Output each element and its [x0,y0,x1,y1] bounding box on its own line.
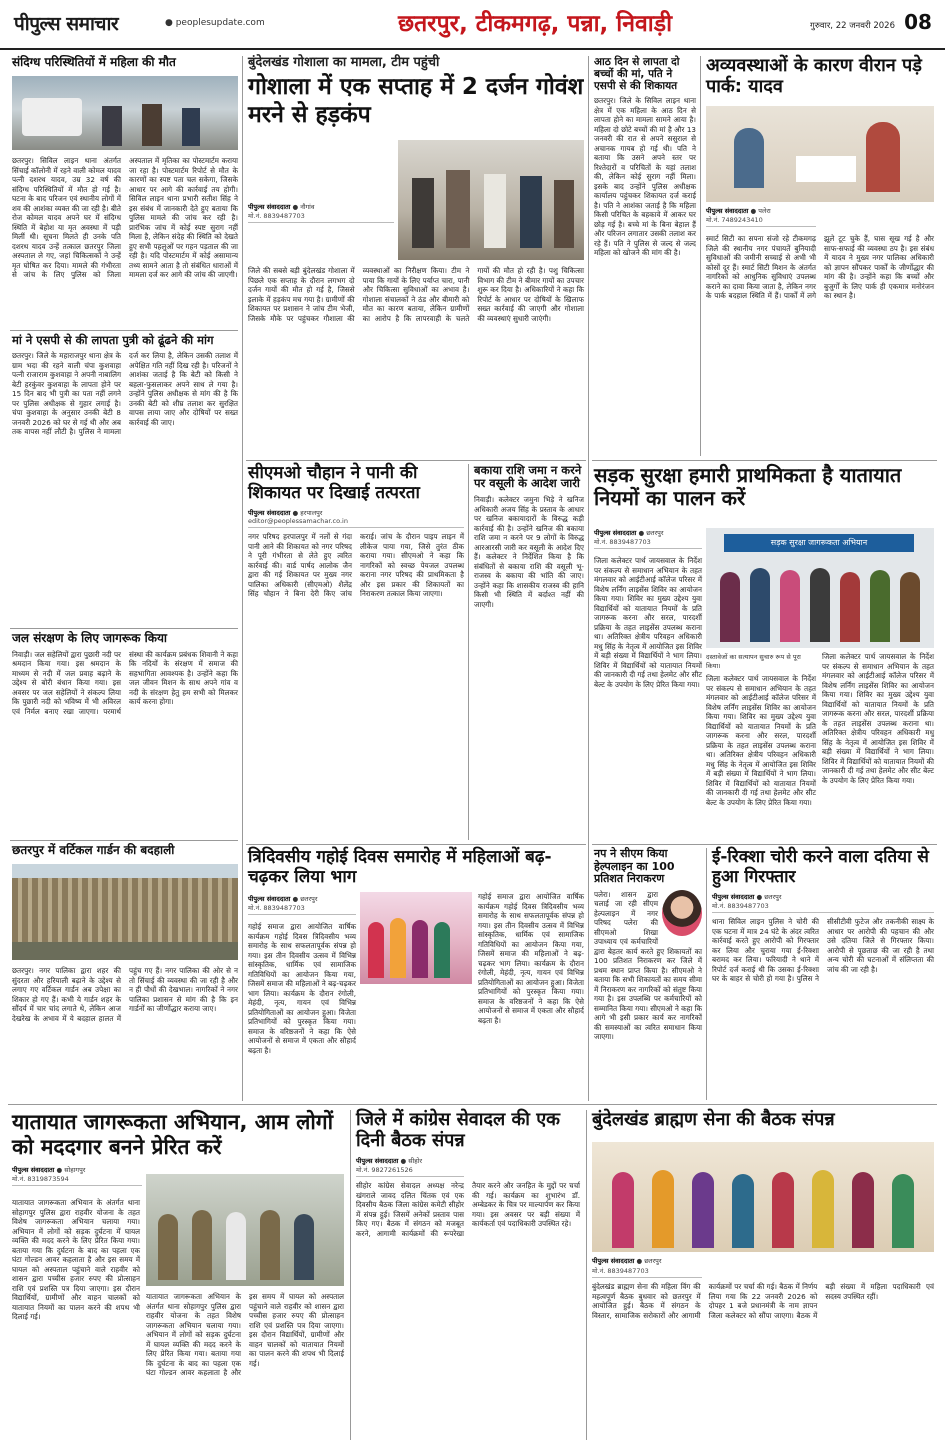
article-body-continued: यातायात जागरूकता अभियान के अंतर्गत थाना सोहागपुर पुलिस द्वारा राहवीर योजना के तहत विशेष जागरूकता अभियान चलाया गया। अभियान में लोगों को सड़क दुर्घटना में घायल व्यक्ति की मदद करने के लिए प्रेरित किया गया। बताया गया कि दुर्घटना के बाद का पहला एक घंटा गोल्डन आवर कहलाता है और इस समय में घायल को अस्पताल पहुंचाने वाले राहवीर को शासन द्वारा पच्चीस हजार रुपए की प्रोत्साहन राशि एवं प्रशस्ति पत्र दिया जाएगा। इस दौरान विद्यार्थियों, ग्रामीणों और वाहन चालकों को यातायात नियमों का पालन करने की शपथ भी दिलाई गई। [146,1292,344,1377]
headline: त्रिदिवसीय गहोई दिवस समारोह में महिलाओं बढ़-चढ़कर लिया भाग [248,847,552,887]
photo-road-safety [706,528,934,648]
road-safety-banner: सड़क सुरक्षा जागरूकता अभियान [724,534,914,552]
email: editor@peoplessamachar.co.in [248,517,464,528]
article-body: छतरपुर। जिले के सिविल लाइन थाना क्षेत्र में एक महिला के आठ दिन से लापता होने का मामला सामने आया है। महिला दो छोटे बच्चों की मां है और 13 जनवरी की रात से अपने ससुराल से अचानक गायब हो गई थी। पति ने बताया कि उसने अपने स्तर पर रिश्तेदारों व परिचितों के यहां तलाश की, लेकिन कोई सुराग नहीं मिला। इसके बाद उन्होंने पुलिस अधीक्षक कार्यालय पहुंचकर शिकायत दर्ज कराई है। पति ने आशंका जताई है कि महिला किसी परिचित के बहकावे में आकर घर छोड़ गई है। बच्चे मां के बिना बेहाल हैं और परिजन लगातार उसकी तलाश कर रहे हैं। पति ने पुलिस से जल्द से जल्द महिला को खोजने की मांग की है। [594,96,696,258]
byline: पीपुल्स संवाददाता ● नौगांव मो.नं. 8839487703 [248,202,394,226]
photo-garden [12,864,238,960]
article-body: स्मार्ट सिटी का सपना संजो रहे टीकमगढ़ जिले की स्थानीय नगर पंचायतें बुनियादी सुविधाओं की जमीनी सच्चाई से अभी भी कोसों दूर हैं। स्मार्ट सिटी मिशन के अंतर्गत नागरिकों को आधुनिक सुविधाएं उपलब्ध कराने का दावा किया जाता है, लेकिन नगर के पार्क बदहाल स्थिति में हैं। पार्कों में लगे झूले टूट चुके हैं, घास सूख गई है और साफ-सफाई की व्यवस्था ठप है। इस संबंध में यादव ने मुख्य नगर पालिका अधिकारी को ज्ञापन सौंपकर पार्कों के जीर्णोद्धार की मांग की है। उन्होंने कहा कि बच्चों और बुजुर्गों के लिए पार्क ही एकमात्र मनोरंजन का स्थान है। [706,234,934,300]
photo-van [12,76,238,150]
headline: जल संरक्षण के लिए जागरूक किया [12,631,168,645]
article-body: थाना सिविल लाइन पुलिस ने चोरी की एक घटना में मात्र 24 घंटे के अंदर त्वरित कार्रवाई करते हुए आरोपी को गिरफ्तार कर लिया और चुराया गया ई-रिक्शा बरामद कर लिया। फरियादी ने थाने में रिपोर्ट दर्ज कराई थी कि उसका ई-रिक्शा घर के बाहर से चोरी हो गया है। पुलिस ने सीसीटीवी फुटेज और तकनीकी साक्ष्य के आधार पर आरोपी की पहचान की और उसे दतिया जिले से गिरफ्तार किया। आरोपी से पूछताछ की जा रही है तथा अन्य चोरी की घटनाओं में संलिप्तता की जांच की जा रही है। [712,917,934,984]
headline: छतरपुर में वर्टिकल गार्डन की बदहाली [12,843,175,857]
headline: आठ दिन से लापता दो बच्चों की मां, पति ने एसपी से की शिकायत [594,56,680,93]
kicker: बुंदेलखंड गोशाला का मामला, टीम पहुंची [248,55,440,70]
region-title: छतरपुर, टीकमगढ़, पन्ना, निवाड़ी [397,11,673,37]
headline: सड़क सुरक्षा हमारी प्राथमिकता है यातायात नियमों का पालन करें [594,463,902,510]
byline: पीपुल्स संवाददाता ● हरपालपुर [248,509,323,518]
byline: पीपुल्स संवाददाता ● छतरपुर मो.नं. 8839487703 [594,528,702,552]
byline: पीपुल्स संवाददाता ● छतरपुर मो.नं. 8839487703 [248,894,356,918]
headline: मां ने एसपी से की लापता पुत्री को ढूंढने की मांग [12,333,214,347]
article-gaushala [248,56,584,456]
article-brahmin-sena [592,1110,934,1440]
article-body: छतरपुर। नगर पालिका द्वारा शहर की सुंदरता और हरियाली बढ़ाने के उद्देश्य से लगाए गए वर्टिकल गार्डन अब उपेक्षा का शिकार हो गए हैं। कभी ये गार्डन शहर के सौंदर्य में चार चांद लगाते थे, लेकिन आज देखरेख के अभाव में ये बदहाल हालत में पहुंच गए हैं। नगर पालिका की ओर से न तो सिंचाई की व्यवस्था की जा रही है और न ही पौधों की देखभाल। नागरिकों ने नगर पालिका प्रशासन से मांग की है कि इन गार्डनों का जीर्णोद्धार कराया जाए। [12,966,238,1023]
website-link[interactable]: ● peoplesupdate.com [165,18,265,28]
article-body: बुंदेलखंड ब्राह्मण सेना की महिला विंग की महत्वपूर्ण बैठक बुधवार को छतरपुर में आयोजित हुई। बैठक में संगठन के विस्तार, सामाजिक सरोकारों और आगामी कार्यक्रमों पर चर्चा की गई। बैठक में निर्णय लिया गया कि 22 जनवरी 2026 को दोपहर 1 बजे प्रधानमंत्री के नाम ज्ञापन जिला कलेक्टर को सौंपा जाएगा। बैठक में बड़ी संख्या में महिला पदाधिकारी एवं सदस्य उपस्थित रहीं। [592,1282,934,1320]
article-traffic-awareness [12,1110,344,1440]
article-missing-daughter [12,334,238,624]
headline: संदिग्ध परिस्थितियों में महिला की मौत [12,55,176,69]
headline: गोशाला में एक सप्ताह में 2 दर्जन गोवंश मरने से हड़कंप [248,73,584,128]
photo-women-group [360,892,472,984]
article-vertical-garden [12,844,238,1099]
article-erickshaw [712,848,934,1100]
article-mahila-samaroh [248,848,584,1100]
headline: ई-रिक्शा चोरी करने वाला दतिया से हुआ गिरफ्तार [712,847,929,887]
headline: अव्यवस्थाओं के कारण वीरान पड़े पार्क: यादव [706,55,922,97]
headline: यातायात जागरूकता अभियान, आम लोगों को मददगार बनने प्रेरित करें [12,1110,334,1160]
headline: नप ने सीएम किया हेल्पलाइन का 100 प्रतिशत निराकरण [594,847,675,886]
article-water-conservation [12,632,238,837]
mobile-number: मो.नं. 8319873594 [12,1174,142,1186]
article-body: जिला कलेक्टर पार्थ जायसवाल के निर्देश पर संकल्प से समाधान अभियान के तहत मंगलवार को आईटीआई कॉलेज परिसर में विशेष लर्निंग लाइसेंस शिविर का आयोजन किया गया। शिविर का मुख्य उद्देश्य युवा विद्यार्थियों को यातायात नियमों के प्रति जागरूक करना और सरल, पारदर्शी प्रक्रिया के तहत लाइसेंस उपलब्ध कराना था। अतिरिक्त क्षेत्रीय परिवहन अधिकारी मधु सिंह के नेतृत्व में आयोजित इस शिविर में बड़ी संख्या में विद्यार्थियों ने भाग लिया। शिविर में विद्यार्थियों को यातायात नियमों की जानकारी दी गई तथा हेलमेट और सीट बेल्ट के उपयोग के लिए प्रेरित किया गया। [594,556,702,689]
logo-text: पीपुल्स समाचार [14,13,119,35]
article-park [706,56,934,456]
article-road-safety [594,464,934,840]
article-body-right: गहोई समाज द्वारा आयोजित वार्षिक कार्यक्रम गहोई दिवस त्रिदिवसीय भव्य समारोह के साथ सफलतापूर्वक संपन्न हो गया। इस तीन दिवसीय उत्सव में विभिन्न सांस्कृतिक, धार्मिक एवं सामाजिक गतिविधियों का आयोजन किया गया, जिसमें समाज की महिलाओं ने बढ़-चढ़कर भाग लिया। कार्यक्रम के दौरान रंगोली, मेहंदी, नृत्य, गायन एवं विभिन्न प्रतियोगिताओं का आयोजन हुआ। विजेता प्रतिभागियों को पुरस्कृत किया गया। समाज के वरिष्ठजनों ने कहा कि ऐसे आयोजनों से समाज में एकता और सौहार्द बढ़ता है। [478,892,584,1025]
article-mother-sp [594,56,696,456]
article-cmo-water [248,464,464,840]
mobile-number: मो.नं. 8839487703 [712,901,934,913]
photo-cmo-portrait [662,890,702,936]
article-body: पलेरा। शासन द्वारा चलाई जा रही सीएम हेल्पलाइन में नगर परिषद पलेरा की सीएमओ शिखा उपाध्याय एवं कर्मचारियों द्वारा बेहतर कार्य करते हुए शिकायतों का 100 प्रतिशत निराकरण कर जिले में प्रथम स्थान प्राप्त किया है। सीएमओ ने बताया कि सभी शिकायतों का समय सीमा में निराकरण कर नागरिकों को संतुष्ट किया गया है। इस उपलब्धि पर कर्मचारियों को सम्मानित किया गया। सीएमओ ने कहा कि आगे भी इसी प्रकार कार्य कर नागरिकों की समस्याओं का त्वरित समाधान किया जाएगा। [594,889,702,1042]
article-body: गहोई समाज द्वारा आयोजित वार्षिक कार्यक्रम गहोई दिवस त्रिदिवसीय भव्य समारोह के साथ सफलतापूर्वक संपन्न हो गया। इस तीन दिवसीय उत्सव में विभिन्न सांस्कृतिक, धार्मिक एवं सामाजिक गतिविधियों का आयोजन किया गया, जिसमें समाज की महिलाओं ने बढ़-चढ़कर भाग लिया। कार्यक्रम के दौरान रंगोली, मेहंदी, नृत्य, गायन एवं विभिन्न प्रतियोगिताओं का आयोजन हुआ। विजेता प्रतिभागियों को पुरस्कृत किया गया। समाज के वरिष्ठजनों ने कहा कि ऐसे आयोजनों से समाज में एकता और सौहार्द बढ़ता है। [248,922,356,1055]
byline: पीपुल्स संवाददाता ● छतरपुर [712,893,782,902]
article-body-continued-2: जिला कलेक्टर पार्थ जायसवाल के निर्देश पर संकल्प से समाधान अभियान के तहत मंगलवार को आईटीआई कॉलेज परिसर में विशेष लर्निंग लाइसेंस शिविर का आयोजन किया गया। शिविर का मुख्य उद्देश्य युवा विद्यार्थियों को यातायात नियमों के प्रति जागरूक करना और सरल, पारदर्शी प्रक्रिया के तहत लाइसेंस उपलब्ध कराना था। अतिरिक्त क्षेत्रीय परिवहन अधिकारी मधु सिंह के नेतृत्व में आयोजित इस शिविर में बड़ी संख्या में विद्यार्थियों ने भाग लिया। शिविर में विद्यार्थियों को यातायात नियमों की जानकारी दी गई तथा हेलमेट और सीट बेल्ट के उपयोग के लिए प्रेरित किया गया। [822,652,934,785]
mobile-number: मो.नं. 9827261526 [356,1165,464,1177]
photo-brahmin-sena [592,1142,934,1252]
byline: पीपुल्स संवाददाता ● सीहोर [356,1157,423,1166]
article-body: निवाड़ी। कलेक्टर जमुना भिड़े ने खनिज अधिकारी अजय सिंह के प्रस्ताव के आधार पर खनिज बकायादारों के विरुद्ध कड़ी कार्रवाई की है। उन्होंने खनिज की बकाया राशि जमा न करने पर 9 लोगों के विरुद्ध आरआरसी जारी कर वसूली के आदेश दिए हैं। कलेक्टर ने निर्देशित किया है कि संबंधितों से बकाया राशि की वसूली भू-राजस्व के बकाया की भांति की जाए। उन्होंने कहा कि शासकीय राजस्व की हानि किसी भी स्थिति में बर्दाश्त नहीं की जाएगी। [474,495,584,609]
issue-date: गुरुवार, 22 जनवरी 2026 [810,21,895,31]
mobile-number: मो.नं. 8839487703 [592,1266,702,1278]
article-body: जिले की सबसे बड़ी बुंदेलखंड गोशाला में पिछले एक सप्ताह के दौरान लगभग दो दर्जन गायों की मौत हो गई है, जिससे इलाके में हड़कंप मच गया है। ग्रामीणों की शिकायत पर प्रशासन ने जांच टीम भेजी, जिसके मौके पर पहुंचकर गौशाला की व्यवस्थाओं का निरीक्षण किया। टीम ने पाया कि गायों के लिए पर्याप्त चारा, पानी और चिकित्सा सुविधाओं का अभाव है। गोशाला संचालकों ने ठंड और बीमारी को मौत का कारण बताया, लेकिन ग्रामीणों का आरोप है कि लापरवाही के चलते गायों की मौत हो रही है। पशु चिकित्सा विभाग की टीम ने बीमार गायों का उपचार शुरू कर दिया है। अधिकारियों ने कहा कि रिपोर्ट के आधार पर दोषियों के खिलाफ सख्त कार्रवाई की जाएगी और गोशाला की व्यवस्थाएं सुधारी जाएंगी। [248,266,584,323]
photo-caption: दस्तावेजों का सत्यापन सुचारु रूप से पूरा किया। [706,653,801,670]
mobile-number: मो.नं. 8839487703 [248,211,394,223]
article-bakaya [474,464,584,840]
article-body: निवाड़ी। जल सहेलियों द्वारा पुछारी नदी पर श्रमदान किया गया। इस श्रमदान के माध्यम से नदी में जल प्रवाह बढ़ाने के उद्देश्य से बोरी बंधान किया गया। इस अवसर पर जल सहेलियों ने संकल्प लिया कि पुछारी नदी को भविष्य में भी अविरल एवं निर्मल बनाए रखा जाएगा। परमार्थ संस्था की कार्यक्रम प्रबंधक शिवानी ने कहा कि नदियों के संरक्षण में समाज की सहभागिता आवश्यक है। उन्होंने कहा कि जल जीवन मिशन के साथ अपने गांव व नदी के संरक्षण हेतु हम सभी को मिलकर कार्य करना होगा। [12,649,238,716]
byline: पीपुल्स संवाददाता ● पलेरा मो.नं. 7489243410 [706,206,816,230]
photo-gaushala-team [398,140,584,260]
photo-memorandum [706,106,934,202]
article-body-continued: जिला कलेक्टर पार्थ जायसवाल के निर्देश पर संकल्प से समाधान अभियान के तहत मंगलवार को आईटीआई कॉलेज परिसर में विशेष लर्निंग लाइसेंस शिविर का आयोजन किया गया। शिविर का मुख्य उद्देश्य युवा विद्यार्थियों को यातायात नियमों के प्रति जागरूक करना और सरल, पारदर्शी प्रक्रिया के तहत लाइसेंस उपलब्ध कराना था। अतिरिक्त क्षेत्रीय परिवहन अधिकारी मधु सिंह के नेतृत्व में आयोजित इस शिविर में बड़ी संख्या में विद्यार्थियों ने भाग लिया। शिविर में विद्यार्थियों को यातायात नियमों की जानकारी दी गई तथा हेलमेट और सीट बेल्ट के उपयोग के लिए प्रेरित किया गया। [706,674,816,807]
globe-icon: ● [165,18,176,28]
byline: पीपुल्स संवाददाता ● सोहागपुर [12,1166,86,1175]
article-body: यातायात जागरूकता अभियान के अंतर्गत थाना सोहागपुर पुलिस द्वारा राहवीर योजना के तहत विशेष जागरूकता अभियान चलाया गया। अभियान में लोगों को सड़क दुर्घटना में घायल व्यक्ति की मदद करने के लिए प्रेरित किया गया। बताया गया कि दुर्घटना के बाद का पहला एक घंटा गोल्डन आवर कहलाता है और इस समय में घायल को अस्पताल पहुंचाने वाले राहवीर को शासन द्वारा पच्चीस हजार रुपए की प्रोत्साहन राशि एवं प्रशस्ति पत्र दिया जाएगा। इस दौरान विद्यार्थियों, ग्रामीणों और वाहन चालकों को यातायात नियमों का पालन करने की शपथ भी दिलाई गई। [12,1198,140,1321]
headline: बुंदेलखंड ब्राह्मण सेना की बैठक संपन्न [592,1109,835,1130]
byline: पीपुल्स संवाददाता ● छतरपुर [592,1257,662,1265]
photo-traffic-police [146,1174,344,1286]
article-helpline [594,848,702,1100]
logo [14,10,164,40]
headline: सीएमओ चौहान ने पानी की शिकायत पर दिखाई तत्परता [248,463,420,503]
masthead [0,0,945,50]
mobile-number: मो.नं. 7489243410 [706,215,816,227]
mobile-number: मो.नं. 8839487703 [248,903,356,915]
article-body: छतरपुर। सिविल लाइन थाना अंतर्गत सिंचाई कॉलोनी में रहने वाली कोमल यादव पत्नी दशरथ यादव, उम्र 32 वर्ष की संदिग्ध परिस्थितियों में मौत हो गई है। घटना के बाद परिजन एवं स्थानीय लोगों में शव की आशंका व्यक्त की जा रही है। बीते रोज कोमल यादव अपने घर में संदिग्ध स्थिति में बेहोश या मृत अवस्था में पड़ी मिलीं थी। सूचना मिलते ही उनके पति दशरथ यादव उन्हें तत्काल छतरपुर जिला अस्पताल ले गए, जहां चिकित्सकों ने उन्हें मृत घोषित कर दिया। मामले की गंभीरता से जांच के लिए पुलिस को जिला अस्पताल में मृतिका का पोस्टमार्टम कराया जा रहा है। पोस्टमार्टम रिपोर्ट से मौत के कारणों का स्पष्ट पता चल सकेगा, जिसके आधार पर आगे की कार्रवाई तय होगी। सिविल लाइन थाना प्रभारी सतीश सिंह ने इस संबंध में जानकारी देते हुए बताया कि पुलिस मामले की जांच कर रही है। प्रारंभिक जांच में कोई स्पष्ट सुराग नहीं मिला है, लेकिन संदेह की स्थिति को देखते हुए सभी पहलुओं पर गहन पड़ताल की जा रही है। यदि पोस्टमार्टम में कोई असामान्य तथ्य सामने आता है तो संबंधित धाराओं में मामला दर्ज कर आगे की जांच की जाएगी। [12,156,238,279]
headline: जिले में कांग्रेस सेवादल की एक दिनी बैठक संपन्न [356,1109,560,1151]
article-body: सीहोर कांग्रेस सेवादल अध्यक्ष नरेन्द्र खंगराले जावद दलित चिंतक एवं एक दिवसीय बैठक जिला कांग्रेस कमेटी सीहोर में संपन्न हुई। जिसमें अनेकों प्रस्ताव पास किए गए। बैठक में संगठन को मजबूत करने, आगामी कार्यक्रमों की रूपरेखा तैयार करने और जनहित के मुद्दों पर चर्चा की गई। कार्यक्रम का शुभारंभ डॉ. अम्बेडकर के चित्र पर माल्यार्पण कर किया गया। इस अवसर पर बड़ी संख्या में कार्यकर्ता एवं पदाधिकारी उपस्थित रहे। [356,1181,580,1238]
article-woman-death [12,56,238,326]
page-number: 08 [904,10,932,34]
mobile-number: मो.नं. 8839487703 [594,537,702,549]
article-body: छतरपुर। जिले के महाराजपुर थाना क्षेत्र के ग्राम भदा की रहने वाली चंपा कुशवाहा पत्नी राजाराम कुशवाहा ने अपनी नाबालिग बेटी हरकुंवर कुशवाहा के लापता होने पर 15 दिन बाद भी पुत्री का पता नहीं लगने पर पुलिस अधीक्षक से गुहार लगाई है। चंपा कुशवाहा के अनुसार उनकी बेटी 8 जनवरी 2026 को घर से गई थी और अब तक वापस नहीं लौटी है। पुलिस ने मामला दर्ज कर लिया है, लेकिन उसकी तलाश में अपेक्षित गति नहीं दिख रही है। परिजनों ने आशंका जताई है कि बेटी को किसी ने बहला-फुसलाकर अपने साथ ले गया है। उन्होंने पुलिस अधीक्षक से मांग की है कि उनकी बेटी को शीघ्र तलाश कर सुरक्षित वापस लाया जाए और दोषियों पर सख्त कार्रवाई की जाए। [12,351,238,437]
headline: बकाया राशि जमा न करने पर वसूली के आदेश जारी [474,463,582,491]
article-body: नगर परिषद हरपालपुर में नलों से गंदा पानी आने की शिकायत को नगर परिषद ने पूरी गंभीरता से लेते हुए त्वरित कार्रवाई की। वार्ड पार्षद आलोक जैन द्वारा की गई शिकायत पर मुख्य नगर पालिका अधिकारी (सीएमओ) शैलेंद्र सिंह चौहान ने बिना देरी किए जांच कराई। जांच के दौरान पाइप लाइन में लीकेज पाया गया, जिसे तुरंत ठीक कराया गया। सीएमओ ने कहा कि नागरिकों को स्वच्छ पेयजल उपलब्ध कराना नगर परिषद की प्राथमिकता है और इस प्रकार की शिकायतों का निराकरण तत्काल किया जाएगा। [248,532,464,599]
article-congress [356,1110,580,1440]
region-banner [300,6,770,42]
